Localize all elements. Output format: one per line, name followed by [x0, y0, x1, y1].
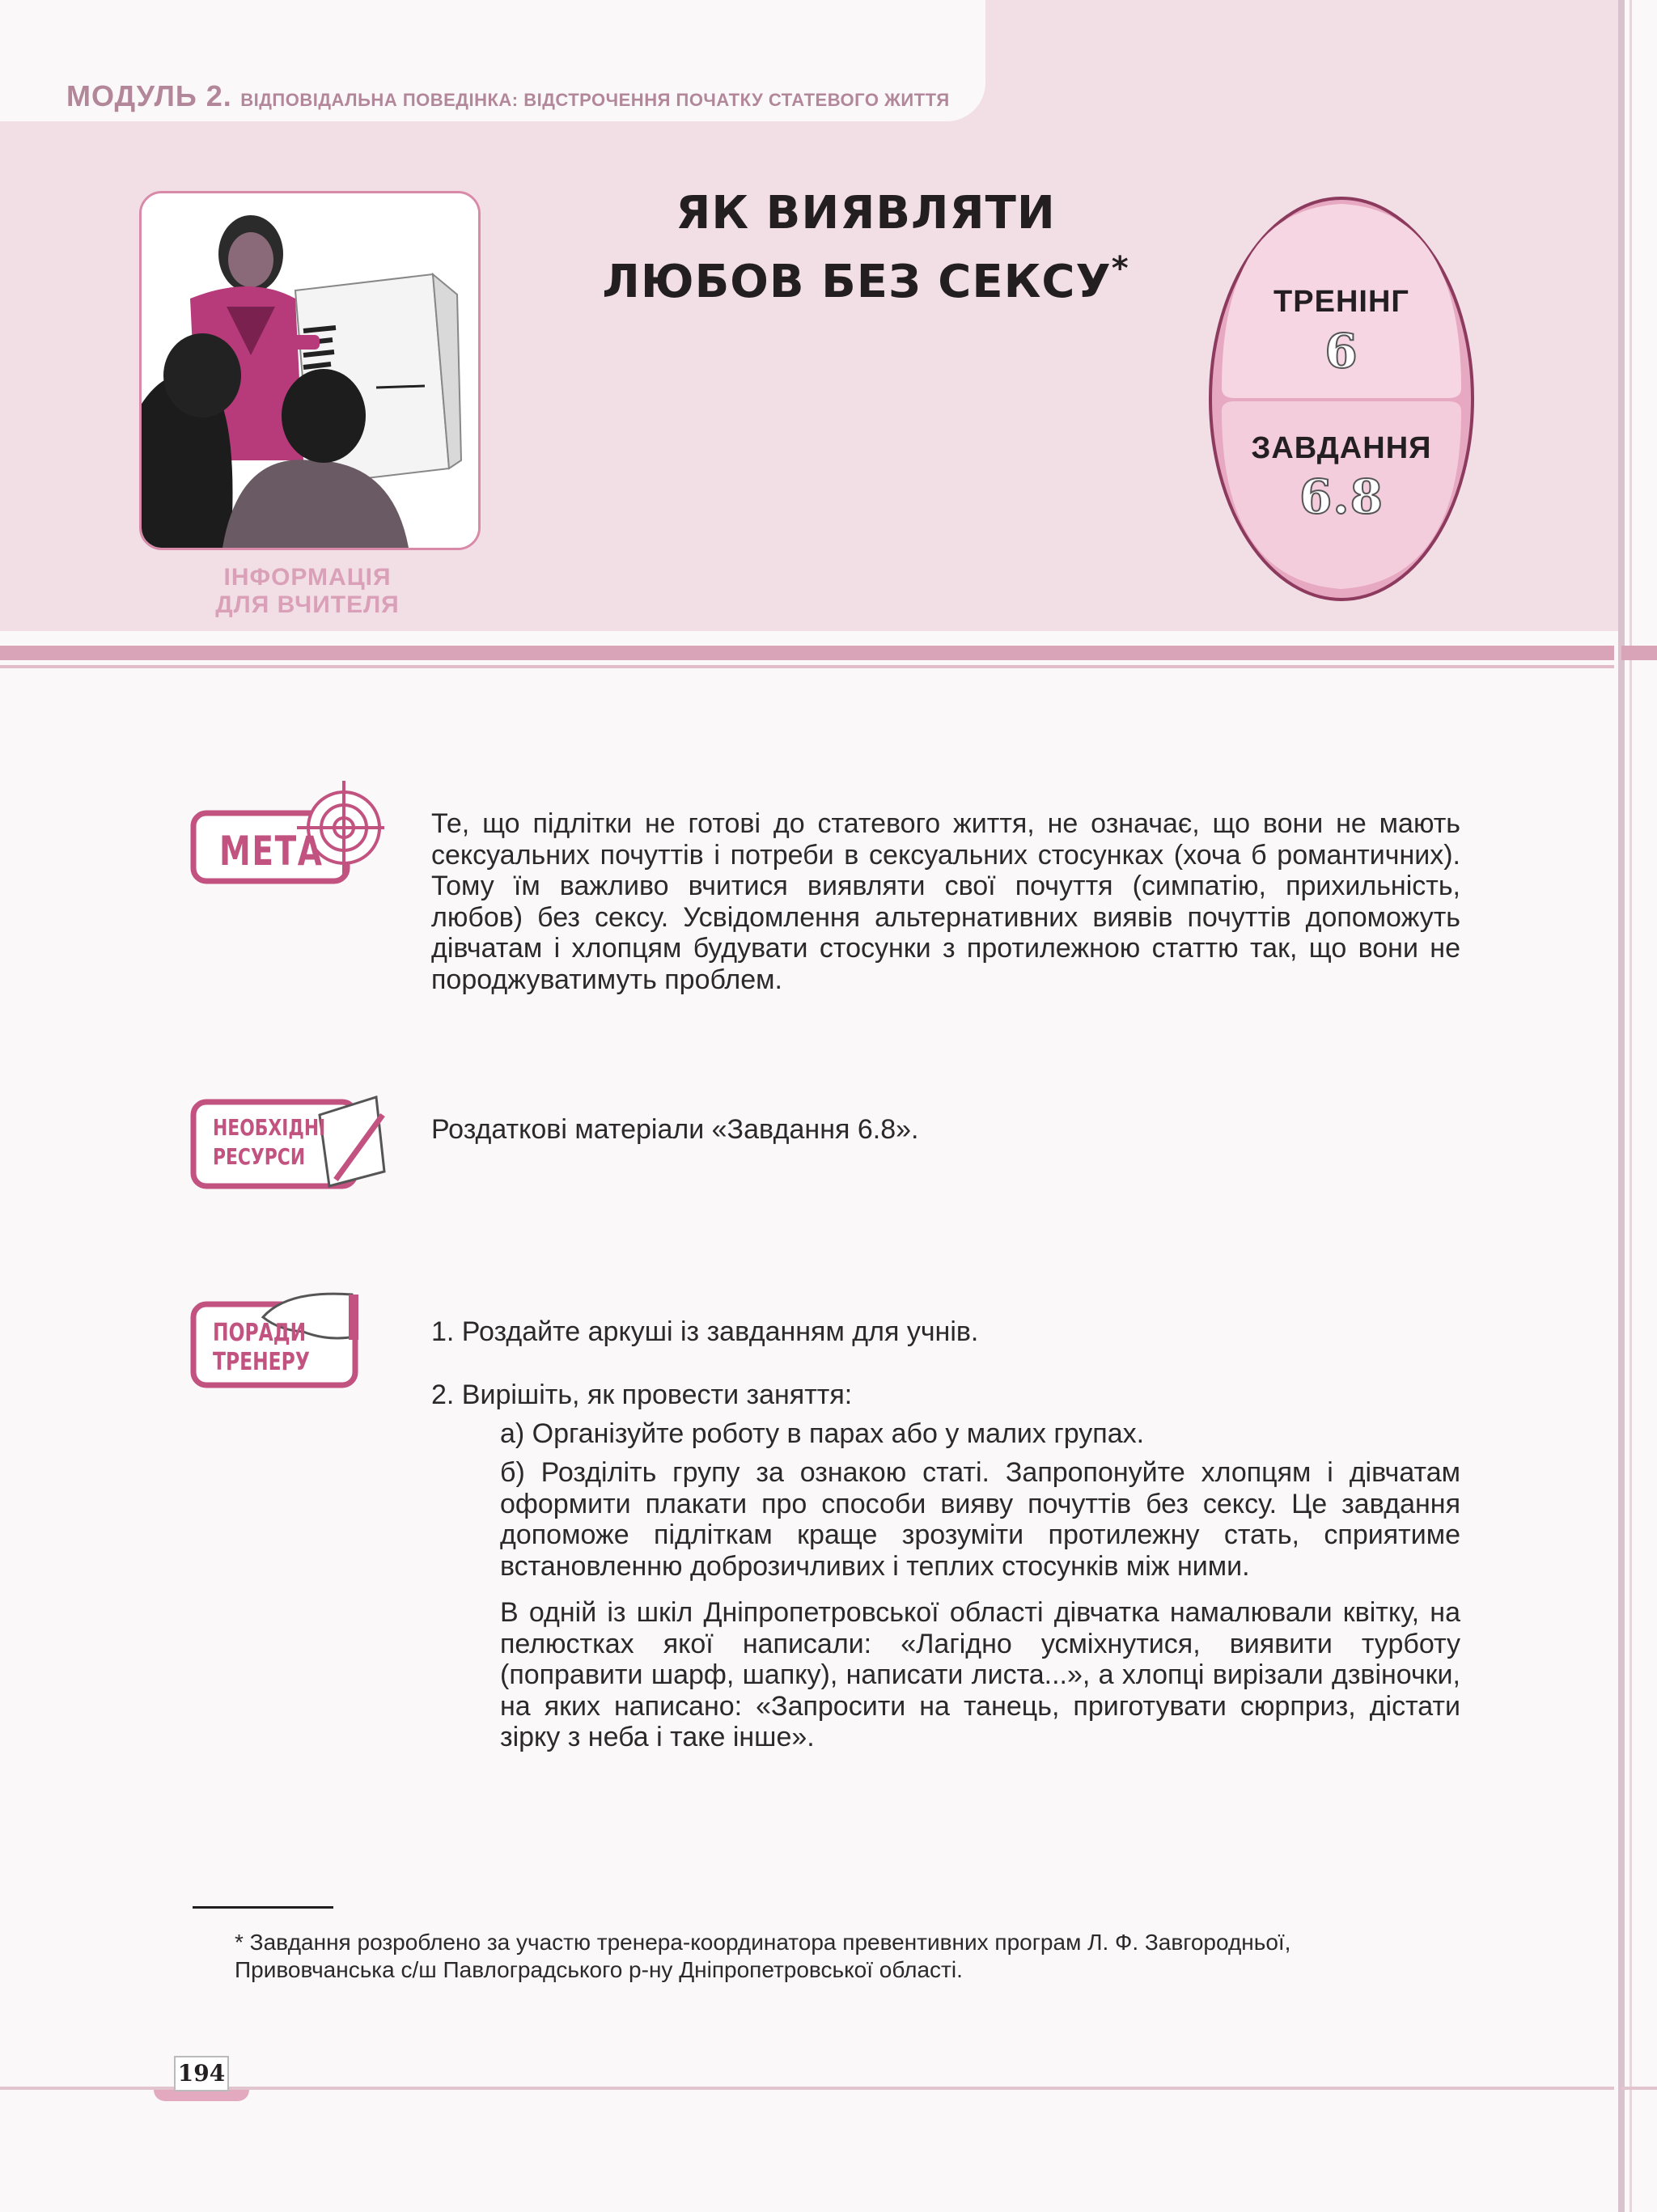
page-title	[558, 186, 1173, 310]
page-number-tab	[154, 2090, 249, 2101]
resources-text: Роздаткові матеріали «Завдання 6.8».	[431, 1114, 919, 1145]
footer-rule-right	[1621, 2087, 1657, 2090]
tip-item-2c: В одній із шкіл Дніпропетровської області дівчатка намалювали квітку, на пелюстках якої написали: «Лагідно усміхнутися, виявити турботу (поправити шарф, шапку), написати листа...», а хлопці вирізали дзвіночки, на яких написано: «Запросити на танець, приготувати сюрприз, дістати зірку з неба і таке інше».	[500, 1597, 1460, 1752]
footnote	[235, 1929, 1497, 1984]
resources-label	[213, 1113, 325, 1172]
page-edge-rule-thin	[1629, 0, 1632, 2212]
teacher-illustration	[139, 191, 481, 550]
module-heading	[66, 79, 950, 113]
task-label: ЗАВДАННЯ	[1251, 431, 1432, 465]
task-number: 6.8	[1299, 469, 1384, 524]
footnote-line1: * Завдання розроблено за участю тренера-координатора превентивних програм Л. Ф. Завгородньої,	[235, 1930, 1291, 1955]
tips-label-line2: ТРЕНЕРУ	[213, 1348, 310, 1376]
module-title: ВІДПОВІДАЛЬНА ПОВЕДІНКА: ВІДСТРОЧЕННЯ ПОЧАТКУ СТАТЕВОГО ЖИТТЯ	[240, 90, 950, 110]
page-edge-rule	[1618, 0, 1625, 2212]
header-stripe-thin	[0, 665, 1614, 668]
title-line2-wrap	[558, 241, 1173, 310]
page-number: 194	[174, 2056, 229, 2091]
training-number: 6	[1324, 324, 1358, 379]
tip-item-2: 2. Вирішіть, як провести заняття:	[431, 1379, 853, 1410]
teacher-presenting-icon	[142, 193, 478, 548]
training-badge	[1206, 194, 1477, 604]
footnote-rule	[193, 1906, 333, 1909]
tips-icon	[190, 1286, 384, 1400]
goal-icon	[190, 781, 384, 914]
resources-icon	[190, 1091, 392, 1204]
training-label: ТРЕНІНГ	[1273, 285, 1409, 319]
footnote-line2: Привовчанська с/ш Павлоградського р-ну Дніпропетровської області.	[235, 1957, 963, 1982]
header-stripe	[0, 646, 1614, 660]
tip-item-2a: а) Організуйте роботу в парах або у малих групах.	[500, 1418, 1145, 1449]
title-line1: ЯК ВИЯВЛЯТИ	[676, 187, 1056, 239]
tips-label	[213, 1319, 310, 1377]
resources-label-line1: НЕОБХІДНІ	[213, 1114, 326, 1141]
header-stripe-right	[1621, 646, 1657, 660]
module-number: МОДУЛЬ 2.	[66, 79, 232, 112]
tip-item-1: 1. Роздайте аркуші із завданням для учнів.	[431, 1316, 979, 1347]
teacher-info-line1: ІНФОРМАЦІЯ	[223, 564, 392, 591]
resources-label-line2: РЕСУРСИ	[213, 1143, 306, 1170]
title-line2: ЛЮБОВ БЕЗ СЕКСУ	[602, 256, 1112, 308]
tip-item-2b: б) Розділіть групу за ознакою статі. Запропонуйте хлопцям і дівчатам оформити плакати про способи вияву почуттів без сексу. Це завдання допоможе підліткам краще зрозуміти протилежну стать, сприятиме встановленню доброзичливих і теплих стосунків між ними.	[500, 1457, 1460, 1582]
goal-text: Те, що підлітки не готові до статевого життя, не означає, що вони не мають сексуальних почуттів і потреби в сексуальних стосунках (хоча б романтичних). Тому їм важливо вчитися виявляти свої почуття (симпатію, прихильність, любов) без сексу. Усвідомлення альтернативних виявів почуттів допоможуть дівчатам і хлопцям будувати стосунки з протилежною статтю так, що вони не породжуватимуть проблем.	[431, 808, 1460, 995]
teacher-info-line2: ДЛЯ ВЧИТЕЛЯ	[215, 591, 400, 618]
badge-oval-shape	[1206, 194, 1477, 604]
tips-label-line1: ПОРАДИ	[213, 1319, 307, 1347]
teacher-info-caption	[138, 564, 477, 619]
title-footnote-mark: *	[1111, 250, 1129, 287]
goal-label: МЕТА	[219, 828, 324, 875]
